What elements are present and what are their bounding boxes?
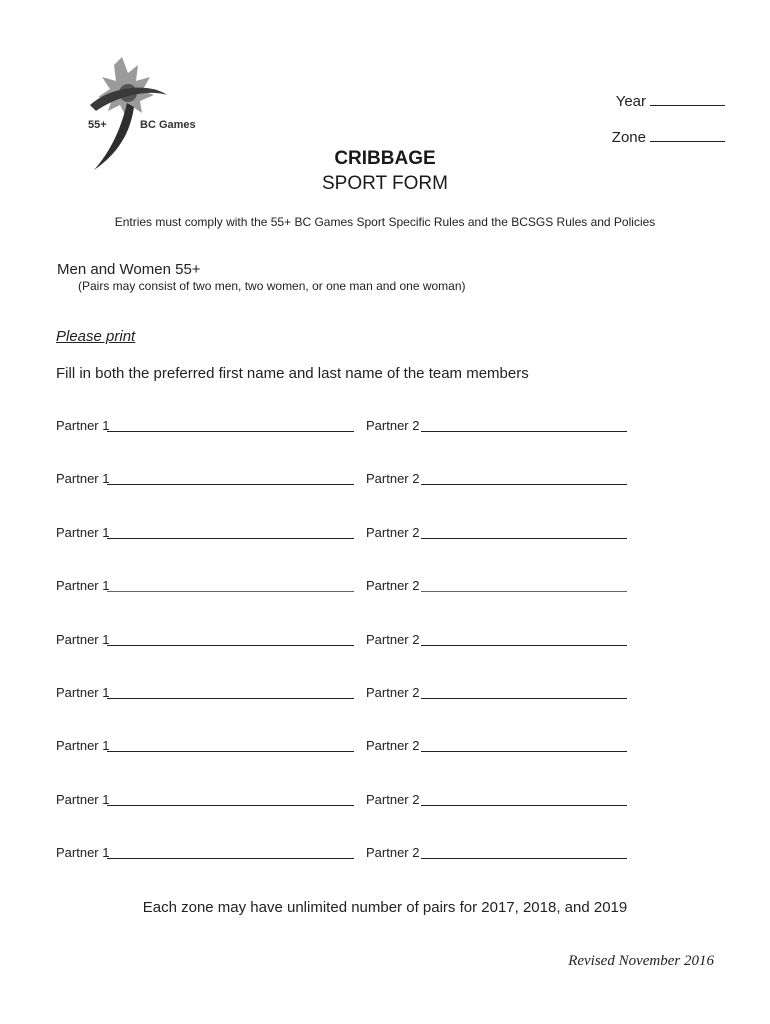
partner2-input-line[interactable]: [421, 484, 627, 485]
please-print-note: Please print: [56, 328, 136, 345]
category-note: (Pairs may consist of two men, two women, or one man and one woman): [78, 279, 466, 293]
entries-note: Entries must comply with the 55+ BC Games Sport Specific Rules and the BCSGS Rules and Policies: [114, 215, 656, 229]
partner1-label: Partner 1: [56, 471, 110, 486]
partner1-input-line[interactable]: [107, 645, 354, 646]
partner1-input-line[interactable]: [107, 538, 354, 539]
partner-row: [56, 471, 656, 491]
partner2-label: Partner 2: [366, 471, 420, 486]
partner1-input-line[interactable]: [107, 591, 354, 592]
zone-label: Zone: [611, 129, 646, 146]
partner1-input-line[interactable]: [107, 698, 354, 699]
partner2-label: Partner 2: [366, 418, 420, 433]
revised-date: Revised November 2016: [568, 953, 714, 969]
partner2-input-line[interactable]: [421, 751, 627, 752]
partner2-input-line[interactable]: [421, 698, 627, 699]
partner2-input-line[interactable]: [421, 538, 627, 539]
partner1-label: Partner 1: [56, 525, 110, 540]
partner-row: [56, 418, 656, 438]
partner1-label: Partner 1: [56, 738, 110, 753]
partner1-input-line[interactable]: [107, 484, 354, 485]
partner-row: [56, 738, 656, 758]
year-label: Year: [615, 93, 646, 110]
partner-row: [56, 685, 656, 705]
partner2-label: Partner 2: [366, 632, 420, 647]
page-title: CRIBBAGE: [334, 148, 436, 169]
partner2-label: Partner 2: [366, 792, 420, 807]
partner-row: [56, 632, 656, 652]
partner-row: [56, 845, 656, 865]
year-input-line[interactable]: [650, 93, 725, 106]
partner2-label: Partner 2: [366, 525, 420, 540]
logo-55-label: 55+: [88, 119, 107, 131]
partner2-input-line[interactable]: [421, 805, 627, 806]
partner1-input-line[interactable]: [107, 431, 354, 432]
partner-row: [56, 525, 656, 545]
partner2-label: Partner 2: [366, 845, 420, 860]
partner-row: [56, 578, 656, 598]
partner2-input-line[interactable]: [421, 591, 627, 592]
partner1-label: Partner 1: [56, 845, 110, 860]
partner1-label: Partner 1: [56, 685, 110, 700]
partner1-input-line[interactable]: [107, 805, 354, 806]
partner2-input-line[interactable]: [421, 645, 627, 646]
partner2-label: Partner 2: [366, 685, 420, 700]
partner2-label: Partner 2: [366, 738, 420, 753]
category-name: Men and Women 55+: [57, 261, 201, 278]
partner1-label: Partner 1: [56, 792, 110, 807]
partner1-label: Partner 1: [56, 418, 110, 433]
instructions-text: Fill in both the preferred first name and last name of the team members: [56, 365, 529, 382]
partner1-input-line[interactable]: [107, 751, 354, 752]
logo-bc-games-label: BC Games: [140, 119, 196, 131]
page-subtitle: SPORT FORM: [322, 173, 448, 194]
partner1-label: Partner 1: [56, 632, 110, 647]
partner2-input-line[interactable]: [421, 858, 627, 859]
footer-note: Each zone may have unlimited number of pairs for 2017, 2018, and 2019: [142, 899, 628, 916]
partner2-label: Partner 2: [366, 578, 420, 593]
partner1-label: Partner 1: [56, 578, 110, 593]
partner-row: [56, 792, 656, 812]
year-field[interactable]: [616, 93, 725, 110]
partner1-input-line[interactable]: [107, 858, 354, 859]
partner2-input-line[interactable]: [421, 431, 627, 432]
zone-field[interactable]: [612, 129, 725, 146]
zone-input-line[interactable]: [650, 129, 725, 142]
